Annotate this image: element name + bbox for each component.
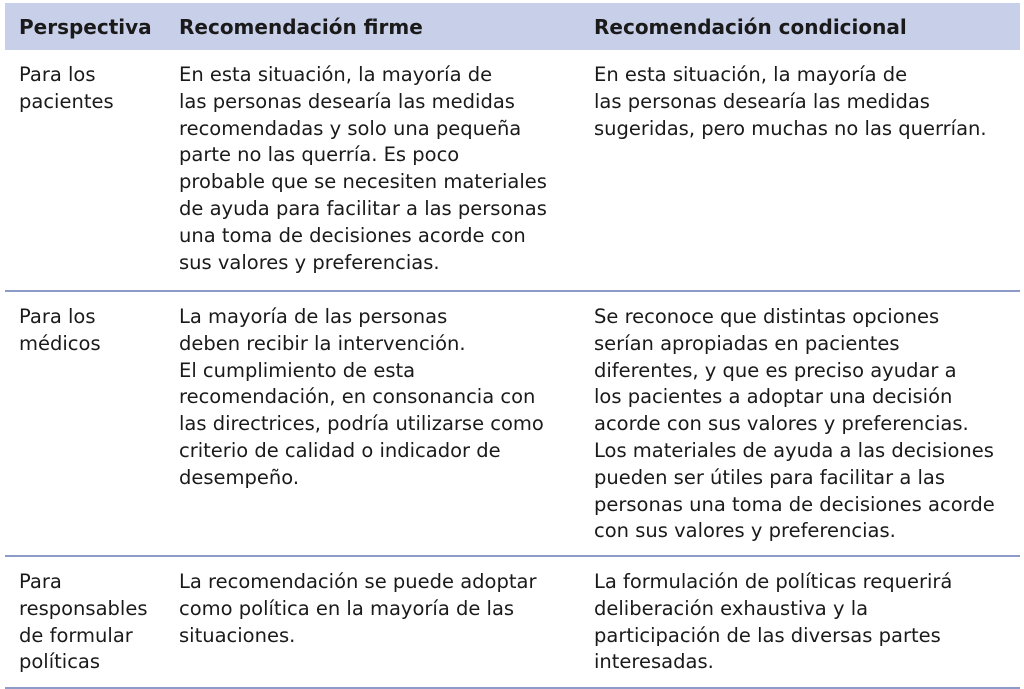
table-header (5, 3, 1020, 50)
cell-perspective: Para los médicos (5, 291, 165, 556)
cell-strong: La mayoría de las personas deben recibir la intervención. El cumplimiento de esta recomendación, en consonancia con las directrices, podría utilizarse como criterio de calidad o indicador de desempeño. (165, 291, 580, 556)
cell-conditional: La formulación de políticas requerirá deliberación exhaustiva y la participación de las diversas partes interesadas. (580, 556, 1020, 688)
table-row-patients (5, 50, 1020, 291)
header-perspective: Perspectiva (5, 3, 165, 50)
cell-conditional: Se reconoce que distintas opciones serían apropiadas en pacientes diferentes, y que es preciso ayudar a los pacientes a adoptar una decisión acorde con sus valores y preferencias. Los materiales de ayuda a las decisiones pueden ser útiles para facilitar a las personas una toma de decisiones acorde con sus valores y preferencias. (580, 291, 1020, 556)
recommendations-table (5, 3, 1020, 689)
cell-strong: La recomendación se puede adoptar como política en la mayoría de las situaciones. (165, 556, 580, 688)
header-conditional-recommendation: Recomendación condicional (580, 3, 1020, 50)
table-row-policymakers (5, 556, 1020, 688)
table-row-doctors (5, 291, 1020, 556)
header-row (5, 3, 1020, 50)
table-body (5, 50, 1020, 688)
header-strong-recommendation: Recomendación firme (165, 3, 580, 50)
cell-perspective: Para responsables de formular políticas (5, 556, 165, 688)
cell-conditional: En esta situación, la mayoría de las personas desearía las medidas sugeridas, pero muchas no las querrían. (580, 50, 1020, 291)
cell-strong: En esta situación, la mayoría de las personas desearía las medidas recomendadas y solo una pequeña parte no las querría. Es poco probable que se necesiten materiales de ayuda para facilitar a las personas una toma de decisiones acorde con sus valores y preferencias. (165, 50, 580, 291)
cell-perspective: Para los pacientes (5, 50, 165, 291)
